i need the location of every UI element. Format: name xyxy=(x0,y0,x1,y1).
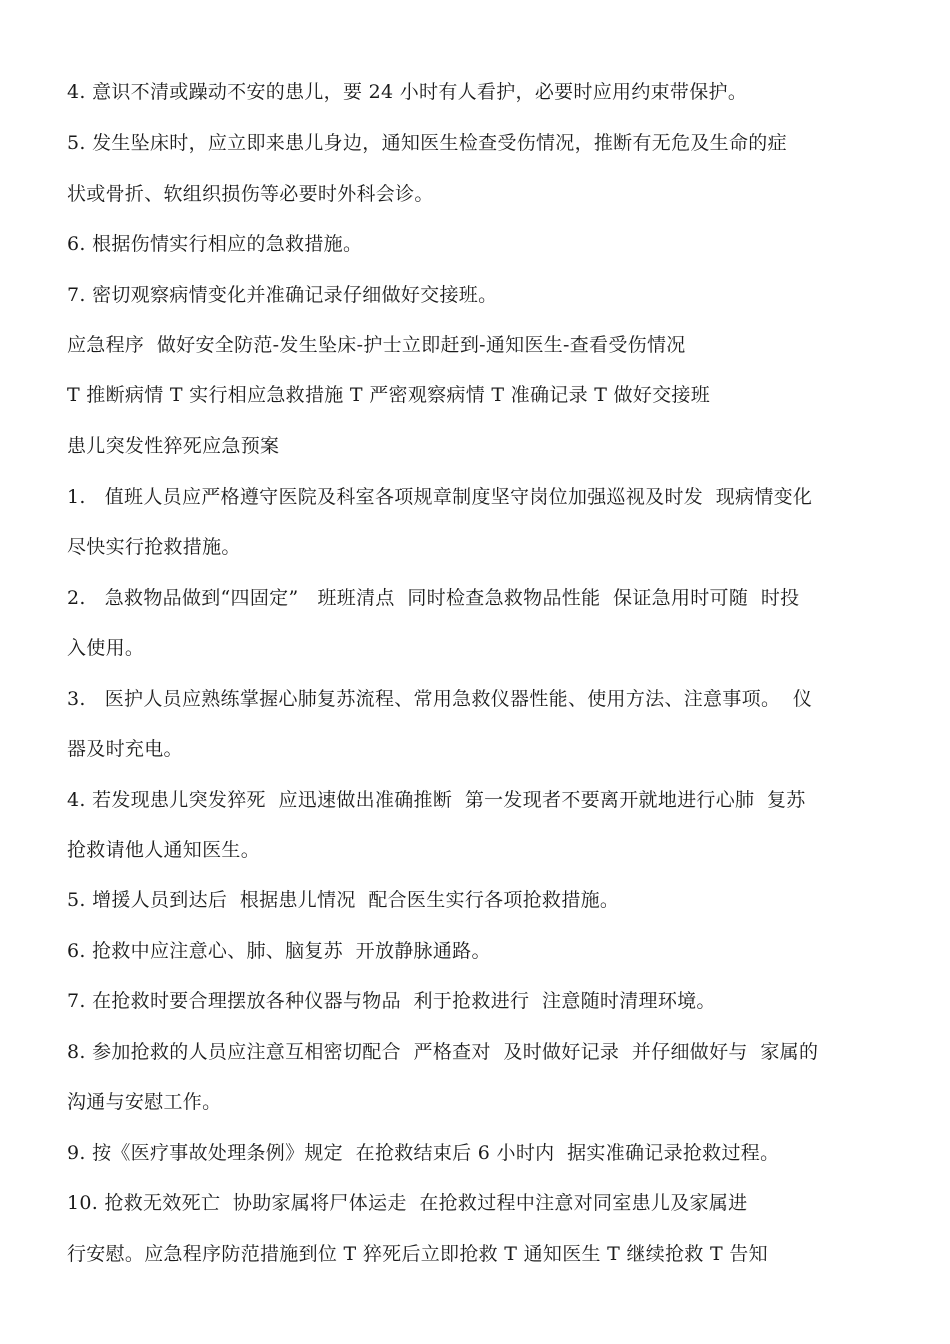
text-line: 4. 若发现患儿突发猝死 应迅速做出准确推断 第一发现者不要离开就地进行心肺 复苏 xyxy=(67,789,806,811)
text-line: 6. 根据伤情实行相应的急救措施。 xyxy=(67,233,363,255)
text-line: 6. 抢救中应注意心、肺、脑复苏 开放静脉通路。 xyxy=(67,940,491,962)
text-line: T 推断病情 T 实行相应急救措施 T 严密观察病情 T 准确记录 T 做好交接班 xyxy=(67,384,711,406)
text-line: 抢救请他人通知医生。 xyxy=(67,839,261,861)
text-line: 5. 增援人员到达后 根据患儿情况 配合医生实行各项抢救措施。 xyxy=(67,889,620,911)
section-heading: 患儿突发性猝死应急预案 xyxy=(67,435,280,457)
text-line: 5. 发生坠床时，应立即来患儿身边，通知医生检查受伤情况，推断有无危及生命的症 xyxy=(67,132,787,154)
text-line: 3. 医护人员应熟练掌握心肺复苏流程、常用急救仪器性能、使用方法、注意事项。 仪 xyxy=(67,688,813,710)
text-line: 7. 在抢救时要合理摆放各种仪器与物品 利于抢救进行 注意随时清理环境。 xyxy=(67,990,716,1012)
text-line: 尽快实行抢救措施。 xyxy=(67,536,241,558)
text-line: 入使用。 xyxy=(67,637,145,659)
text-line: 行安慰。应急程序防范措施到位 T 猝死后立即抢救 T 通知医生 T 继续抢救 T 告知 xyxy=(67,1243,768,1265)
text-line: 4. 意识不清或躁动不安的患儿，要 24 小时有人看护，必要时应用约束带保护。 xyxy=(67,81,748,103)
text-line: 1. 值班人员应严格遵守医院及科室各项规章制度坚守岗位加强巡视及时发 现病情变化 xyxy=(67,486,813,508)
text-line: 状或骨折、软组织损伤等必要时外科会诊。 xyxy=(67,183,434,205)
text-line: 8. 参加抢救的人员应注意互相密切配合 严格查对 及时做好记录 并仔细做好与 家属的 xyxy=(67,1041,819,1063)
text-line: 7. 密切观察病情变化并准确记录仔细做好交接班。 xyxy=(67,284,498,306)
text-line: 10. 抢救无效死亡 协助家属将尸体运走 在抢救过程中注意对同室患儿及家属进 xyxy=(67,1192,748,1214)
text-line: 9. 按《医疗事故处理条例》规定 在抢救结束后 6 小时内 据实准确记录抢救过程。 xyxy=(67,1142,780,1164)
text-line: 应急程序 做好安全防范-发生坠床-护士立即赶到-通知医生-查看受伤情况 xyxy=(67,334,686,356)
text-line: 器及时充电。 xyxy=(67,738,183,760)
text-line: 2. 急救物品做到“四固定” 班班清点 同时检查急救物品性能 保证急用时可随 时投 xyxy=(67,587,800,609)
text-line: 沟通与安慰工作。 xyxy=(67,1091,222,1113)
